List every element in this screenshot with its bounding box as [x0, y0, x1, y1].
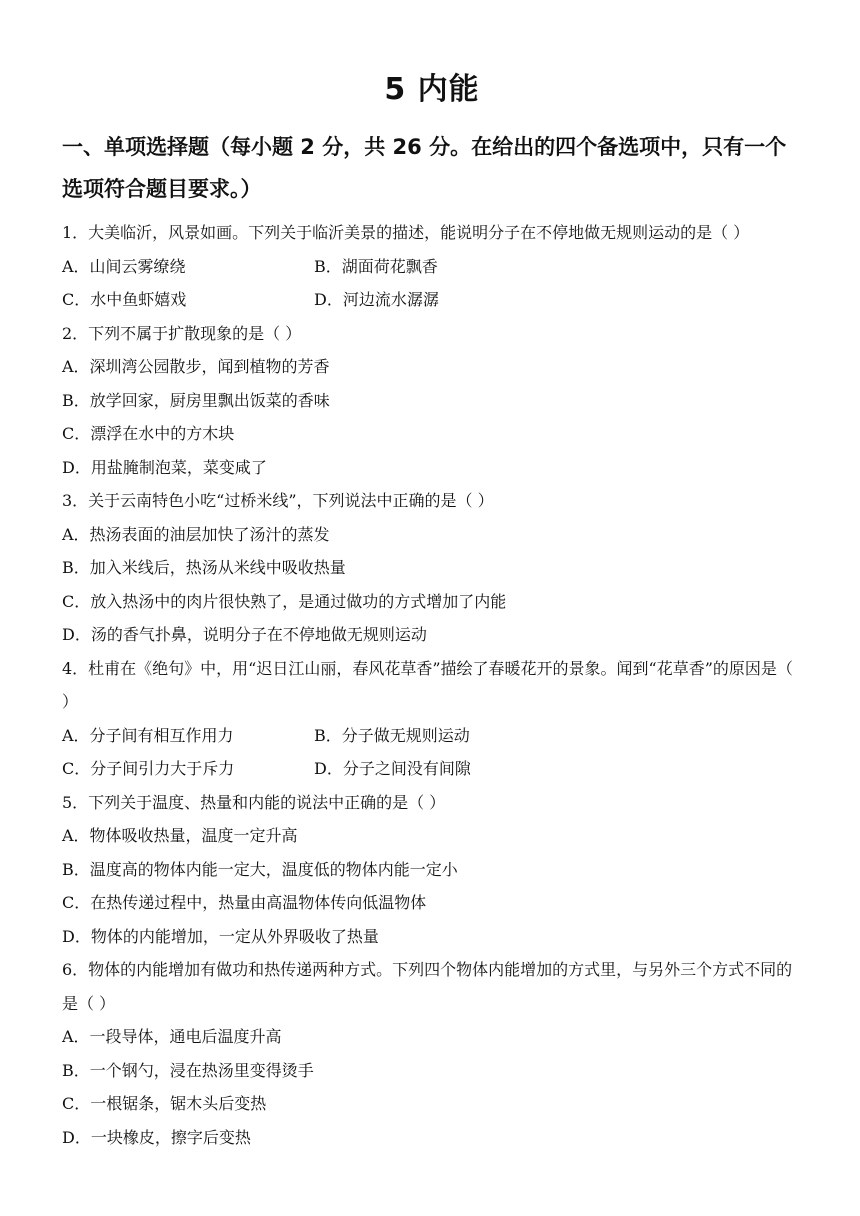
question-5-option-c: C．在热传递过程中，热量由高温物体传向低温物体 — [62, 893, 427, 912]
question-2-option-b: B．放学回家，厨房里飘出饭菜的香味 — [62, 390, 330, 410]
question-6-stem: 6．物体的内能增加有做功和热传递两种方式。下列四个物体内能增加的方式里，与另外三个方式不同的是（ ） — [62, 960, 793, 1013]
question-3-option-a: A．热汤表面的油层加快了汤汁的蒸发 — [62, 524, 330, 544]
question-1-option-d: D．河边流水潺潺 — [314, 290, 439, 309]
question-6-option-b: B．一个钢勺，浸在热汤里变得烫手 — [62, 1060, 314, 1080]
question-1-option-a: A．山间云雾缭绕 — [62, 256, 186, 276]
question-3-option-c: C．放入热汤中的肉片很快熟了，是通过做功的方式增加了内能 — [62, 591, 507, 611]
question-1-option-c: C．水中鱼虾嬉戏 — [62, 290, 187, 309]
question-6-option-c: C．一根锯条，锯木头后变热 — [62, 1094, 267, 1113]
question-6-option-d: D．一块橡皮，擦字后变热 — [62, 1127, 251, 1147]
question-2-option-d: D．用盐腌制泡菜，菜变咸了 — [62, 457, 267, 477]
question-5-option-b: B．温度高的物体内能一定大，温度低的物体内能一定小 — [62, 859, 458, 879]
question-1-stem: 1．大美临沂，风景如画。下列关于临沂美景的描述，能说明分子在不停地做无规则运动的是（ ） — [62, 223, 750, 242]
question-2-option-c: C．漂浮在水中的方木块 — [62, 424, 235, 443]
question-4-options-row-1 — [62, 719, 802, 753]
question-5-stem: 5．下列关于温度、热量和内能的说法中正确的是（ ） — [62, 792, 446, 812]
question-5-option-d: D．物体的内能增加，一定从外界吸收了热量 — [62, 926, 379, 946]
question-4-options-row-2 — [62, 752, 802, 786]
question-1-options-row-2 — [62, 283, 802, 317]
question-3-stem: 3．关于云南特色小吃“过桥米线”，下列说法中正确的是（ ） — [62, 491, 494, 510]
question-2-stem: 2．下列不属于扩散现象的是（ ） — [62, 323, 302, 343]
question-5-option-a: A．物体吸收热量，温度一定升高 — [62, 826, 298, 845]
question-list — [62, 216, 802, 1154]
question-1-option-b: B．湖面荷花飘香 — [314, 256, 438, 276]
question-6-option-a: A．一段导体，通电后温度升高 — [62, 1027, 282, 1046]
question-3-option-b: B．加入米线后，热汤从米线中吸收热量 — [62, 558, 346, 577]
question-4-option-a: A．分子间有相互作用力 — [62, 725, 234, 745]
question-3-option-d: D．汤的香气扑鼻，说明分子在不停地做无规则运动 — [62, 625, 427, 644]
page-title: 5 内能 — [384, 72, 480, 107]
question-4-option-d: D．分子之间没有间隙 — [314, 759, 471, 778]
question-4-option-c: C．分子间引力大于斥力 — [62, 759, 235, 778]
question-2-option-a: A．深圳湾公园散步，闻到植物的芳香 — [62, 357, 330, 376]
question-4-stem: 4．杜甫在《绝句》中，用“迟日江山丽，春风花草香”描绘了春暖花开的景象。闻到“花草香”的原因是（ ） — [62, 658, 793, 711]
section-heading: 一、单项选择题（每小题 2 分，共 26 分。在给出的四个备选项中，只有一个选项符合题目要求。） — [62, 135, 787, 201]
question-1-options-row-1 — [62, 250, 802, 284]
question-4-option-b: B．分子做无规则运动 — [314, 725, 470, 745]
